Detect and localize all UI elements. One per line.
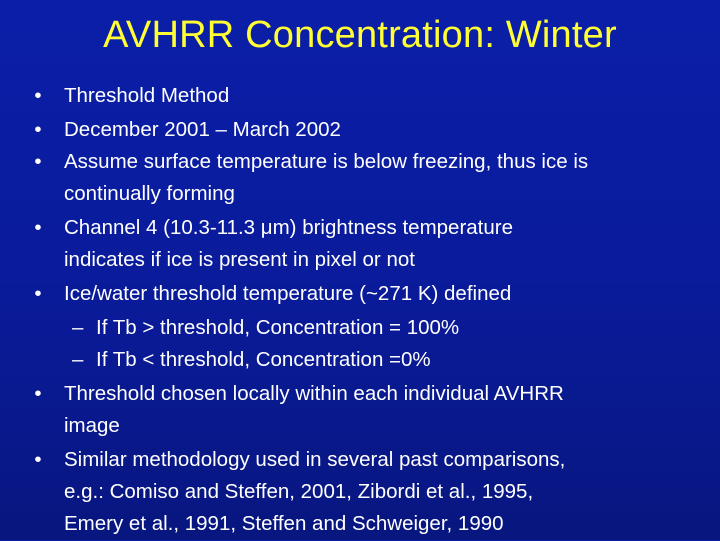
bullet-text: e.g.: Comiso and Steffen, 2001, Zibordi et al., 1995, <box>64 480 534 503</box>
bullet-dot-icon: • <box>34 382 42 405</box>
bullet-dot-icon: • <box>34 216 42 239</box>
bullet-text: Assume surface temperature is below freezing, thus ice is <box>64 150 589 173</box>
dash-icon: – <box>72 348 84 371</box>
bullet-text: continually forming <box>64 182 235 205</box>
bullet-text: Threshold chosen locally within each individual AVHRR <box>64 382 564 405</box>
bullet-text: indicates if ice is present in pixel or not <box>64 248 415 271</box>
sub-bullet-text: If Tb < threshold, Concentration =0% <box>96 348 431 371</box>
bullet-text: Threshold Method <box>64 84 230 107</box>
bullet-text: image <box>64 414 120 437</box>
bullet-dot-icon: • <box>34 84 42 107</box>
bullet-text: December 2001 – March 2002 <box>64 118 341 141</box>
sub-bullet-text: If Tb > threshold, Concentration = 100% <box>96 316 460 339</box>
bullet-dot-icon: • <box>34 448 42 471</box>
bullet-dot-icon: • <box>34 118 42 141</box>
bullet-text: Similar methodology used in several past comparisons, <box>64 448 566 471</box>
slide-title: AVHRR Concentration: Winter <box>103 14 617 56</box>
dash-icon: – <box>72 316 84 339</box>
bullet-dot-icon: • <box>34 282 42 305</box>
bullet-dot-icon: • <box>34 150 42 173</box>
bullet-text: Emery et al., 1991, Steffen and Schweiger, 1990 <box>64 512 504 535</box>
bullet-text: Ice/water threshold temperature (~271 K) defined <box>64 282 512 305</box>
bullet-text: Channel 4 (10.3-11.3 μm) brightness temperature <box>64 216 513 239</box>
